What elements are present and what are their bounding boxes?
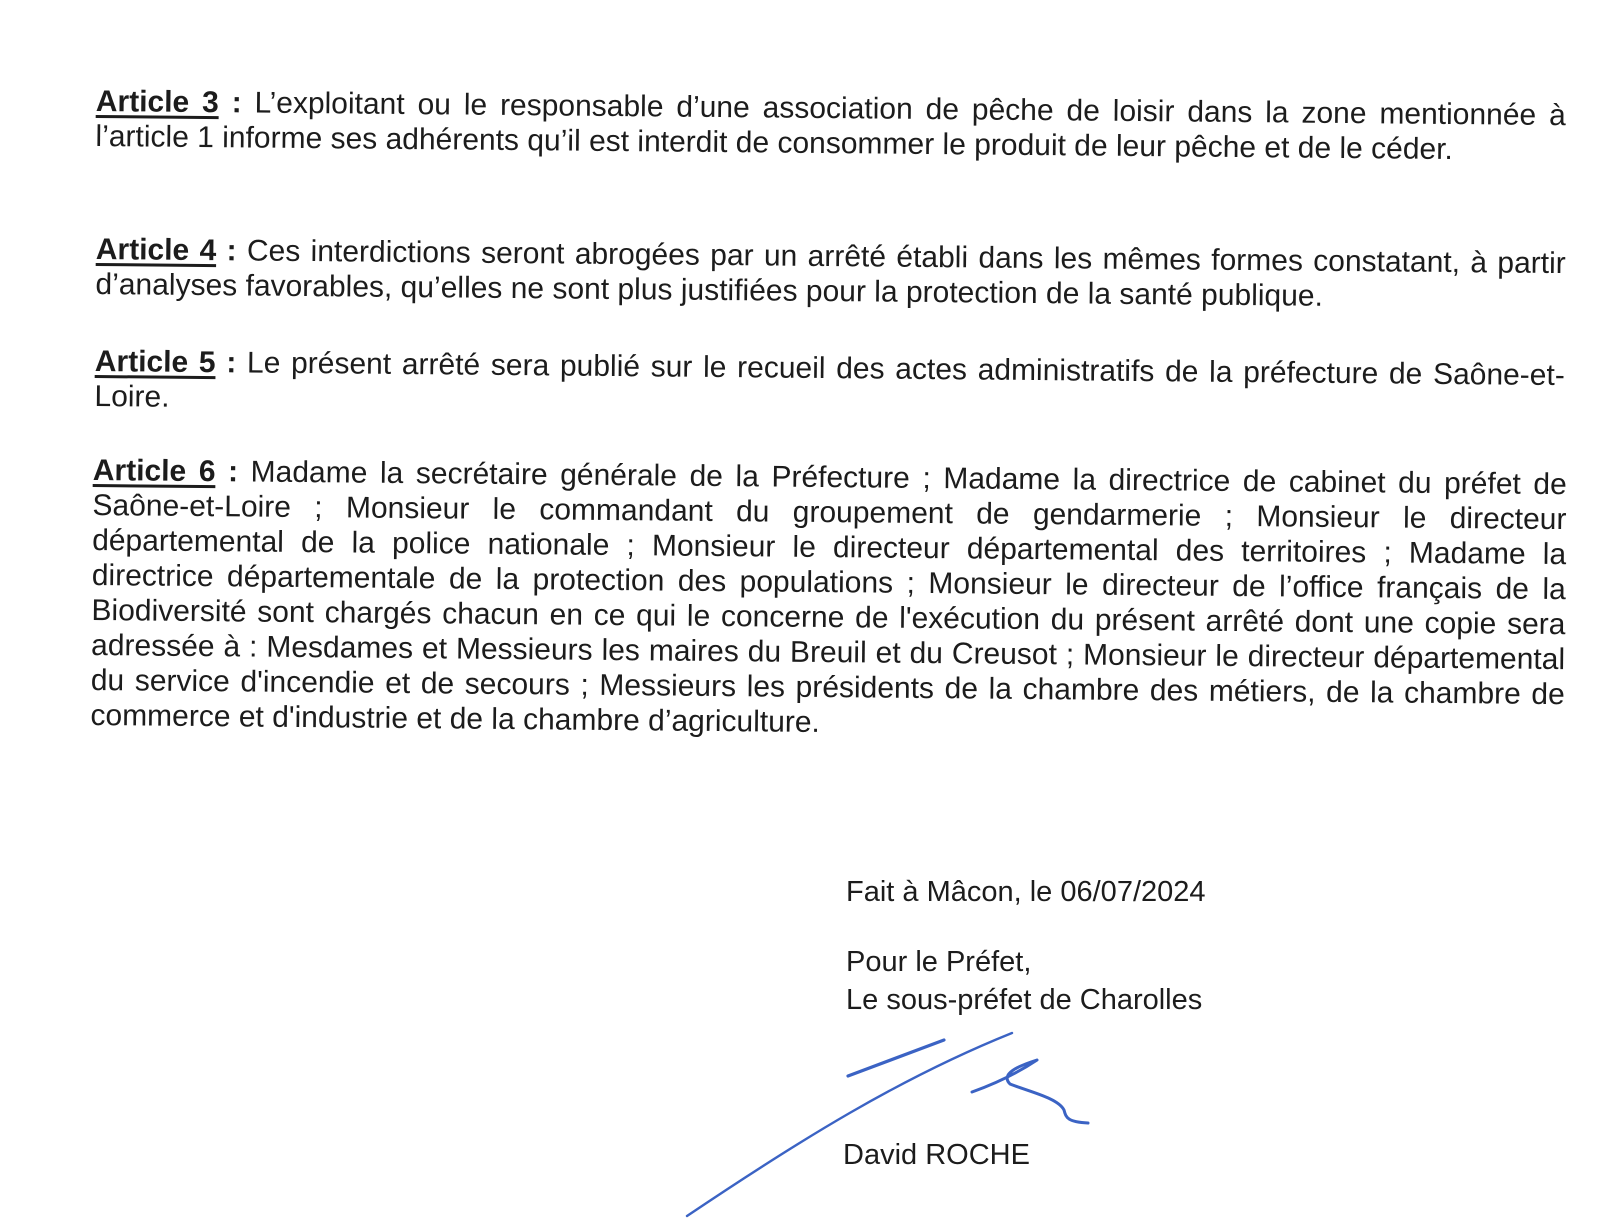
article-5 (94, 344, 1565, 428)
article-separator: : (218, 86, 255, 120)
article-separator: : (216, 234, 248, 268)
article-separator: : (215, 346, 248, 380)
signer-title-line-2: Le sous-préfet de Charolles (846, 984, 1203, 1016)
article-label: Article 3 (95, 84, 219, 120)
article-4 (95, 232, 1566, 316)
article-3 (95, 84, 1566, 168)
signature-stroke (687, 1033, 1012, 1216)
signer-name: David ROCHE (843, 1139, 1030, 1171)
article-text: Madame la secrétaire générale de la Préfecture ; Madame la directrice de cabinet du préfet de Saône-et-Loire ; Monsieur le commandant du groupement de gendarmerie ; Monsieur le directeur départemental de la police nationale ; Monsieur le directeur départemental des territoires ; Madame la directrice départementale de la protection des populations ; Monsieur le directeur de l’office français de la Biodiversité sont chargés chacun en ce qui le concerne de l'exécution du présent arrêté dont une copie sera adressée à : Mesdames et Messieurs les maires du Breuil et du Creusot ; Monsieur le directeur départemental du service d'incendie et de secours ; Messieurs les présidents de la chambre des métiers, de la chambre de commerce et d'industrie et de la chambre d’agriculture. (90, 455, 1567, 739)
article-6 (90, 453, 1567, 747)
article-label: Article 6 (92, 453, 216, 489)
article-text: L’exploitant ou le responsable d’une association de pêche de loisir dans la zone mentionnée à l’article 1 informe ses adhérents qu’il est interdit de consommer le produit de leur pêche et de le céder. (95, 86, 1566, 167)
article-text: Ces interdictions seront abrogées par un arrêté établi dans les mêmes formes constatant, à partir d’analyses favorables, qu’elles ne sont plus justifiées pour la protection de la santé publique. (95, 234, 1566, 313)
place-date: Fait à Mâcon, le 06/07/2024 (846, 876, 1206, 908)
article-label: Article 5 (94, 344, 216, 380)
signer-title-line-1: Pour le Préfet, (846, 946, 1032, 978)
article-label: Article 4 (95, 232, 217, 268)
article-separator: : (215, 455, 251, 489)
signature-stroke (848, 1040, 944, 1076)
signature-stroke (972, 1060, 1088, 1123)
article-text: Le présent arrêté sera publié sur le recueil des actes administratifs de la préfecture de Saône-et-Loire. (94, 346, 1565, 414)
